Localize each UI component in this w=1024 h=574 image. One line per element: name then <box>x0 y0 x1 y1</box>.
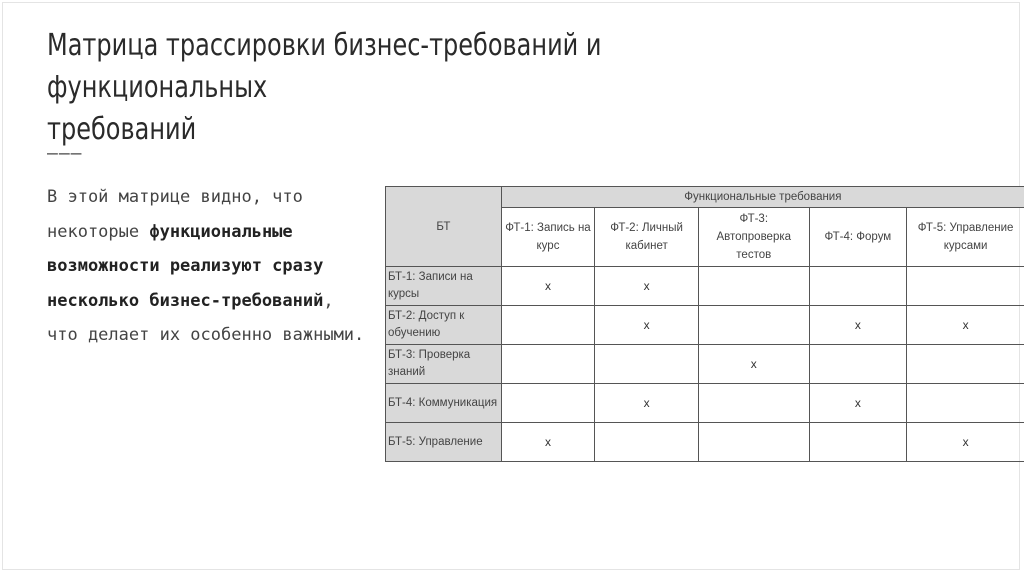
matrix-cell <box>907 267 1024 306</box>
body-text-part-1: В этой матрице видно, что некоторые <box>47 187 303 242</box>
column-header-ft-4: ФТ-4: Форум <box>809 208 907 267</box>
table-row <box>386 384 1024 423</box>
row-header-bt-3: БТ-3: Проверка знаний <box>386 345 502 384</box>
matrix-cell <box>809 267 907 306</box>
matrix-cell <box>907 384 1024 423</box>
column-header-ft-2: ФТ-2: Личный кабинет <box>595 208 699 267</box>
matrix-cell: x <box>809 384 907 423</box>
matrix-cell: x <box>595 384 699 423</box>
matrix-cell <box>698 384 809 423</box>
matrix-cell <box>907 345 1024 384</box>
table-row <box>386 267 1024 306</box>
matrix-cell <box>809 423 907 462</box>
matrix-cell: x <box>698 345 809 384</box>
row-header-bt-2: БТ-2: Доступ к обучению <box>386 306 502 345</box>
matrix-cell: x <box>809 306 907 345</box>
page-title <box>47 25 767 151</box>
matrix-cell: x <box>907 306 1024 345</box>
matrix-cell <box>595 423 699 462</box>
slide <box>2 2 1020 570</box>
matrix-cell <box>698 306 809 345</box>
matrix-cell <box>698 267 809 306</box>
matrix-cell: x <box>501 423 595 462</box>
matrix-cell: x <box>595 306 699 345</box>
body-text-bold: функциональные возможности реализуют сразу несколько бизнес-требований <box>47 221 324 311</box>
body-paragraph <box>47 180 367 353</box>
matrix-cell <box>501 345 595 384</box>
table-row <box>386 423 1024 462</box>
matrix-cell: x <box>501 267 595 306</box>
matrix-cell <box>809 345 907 384</box>
title-line-1: Матрица трассировки бизнес-требований и функциональных <box>47 28 602 105</box>
title-line-2: требований <box>47 112 197 147</box>
column-header-ft-1: ФТ-1: Запись на курс <box>501 208 595 267</box>
matrix-body <box>386 267 1024 462</box>
matrix-cell: x <box>907 423 1024 462</box>
matrix-cell <box>595 345 699 384</box>
matrix-cell: x <box>595 267 699 306</box>
accent-dash: ——— <box>47 143 83 164</box>
table-row <box>386 306 1024 345</box>
traceability-matrix <box>385 186 1024 462</box>
row-header-bt-4: БТ-4: Коммуникация <box>386 384 502 423</box>
body-text-part-2: , что делает их особенно важными. <box>47 290 365 345</box>
row-header-bt-1: БТ-1: Записи на курсы <box>386 267 502 306</box>
row-header-bt-5: БТ-5: Управление <box>386 423 502 462</box>
matrix-cell <box>501 306 595 345</box>
matrix-cell <box>501 384 595 423</box>
table-row <box>386 345 1024 384</box>
group-header: Функциональные требования <box>501 187 1024 208</box>
matrix-cell <box>698 423 809 462</box>
column-header-ft-5: ФТ-5: Управление курсами <box>907 208 1024 267</box>
corner-header: БТ <box>386 187 502 267</box>
column-header-ft-3: ФТ-3: Автопроверка тестов <box>698 208 809 267</box>
